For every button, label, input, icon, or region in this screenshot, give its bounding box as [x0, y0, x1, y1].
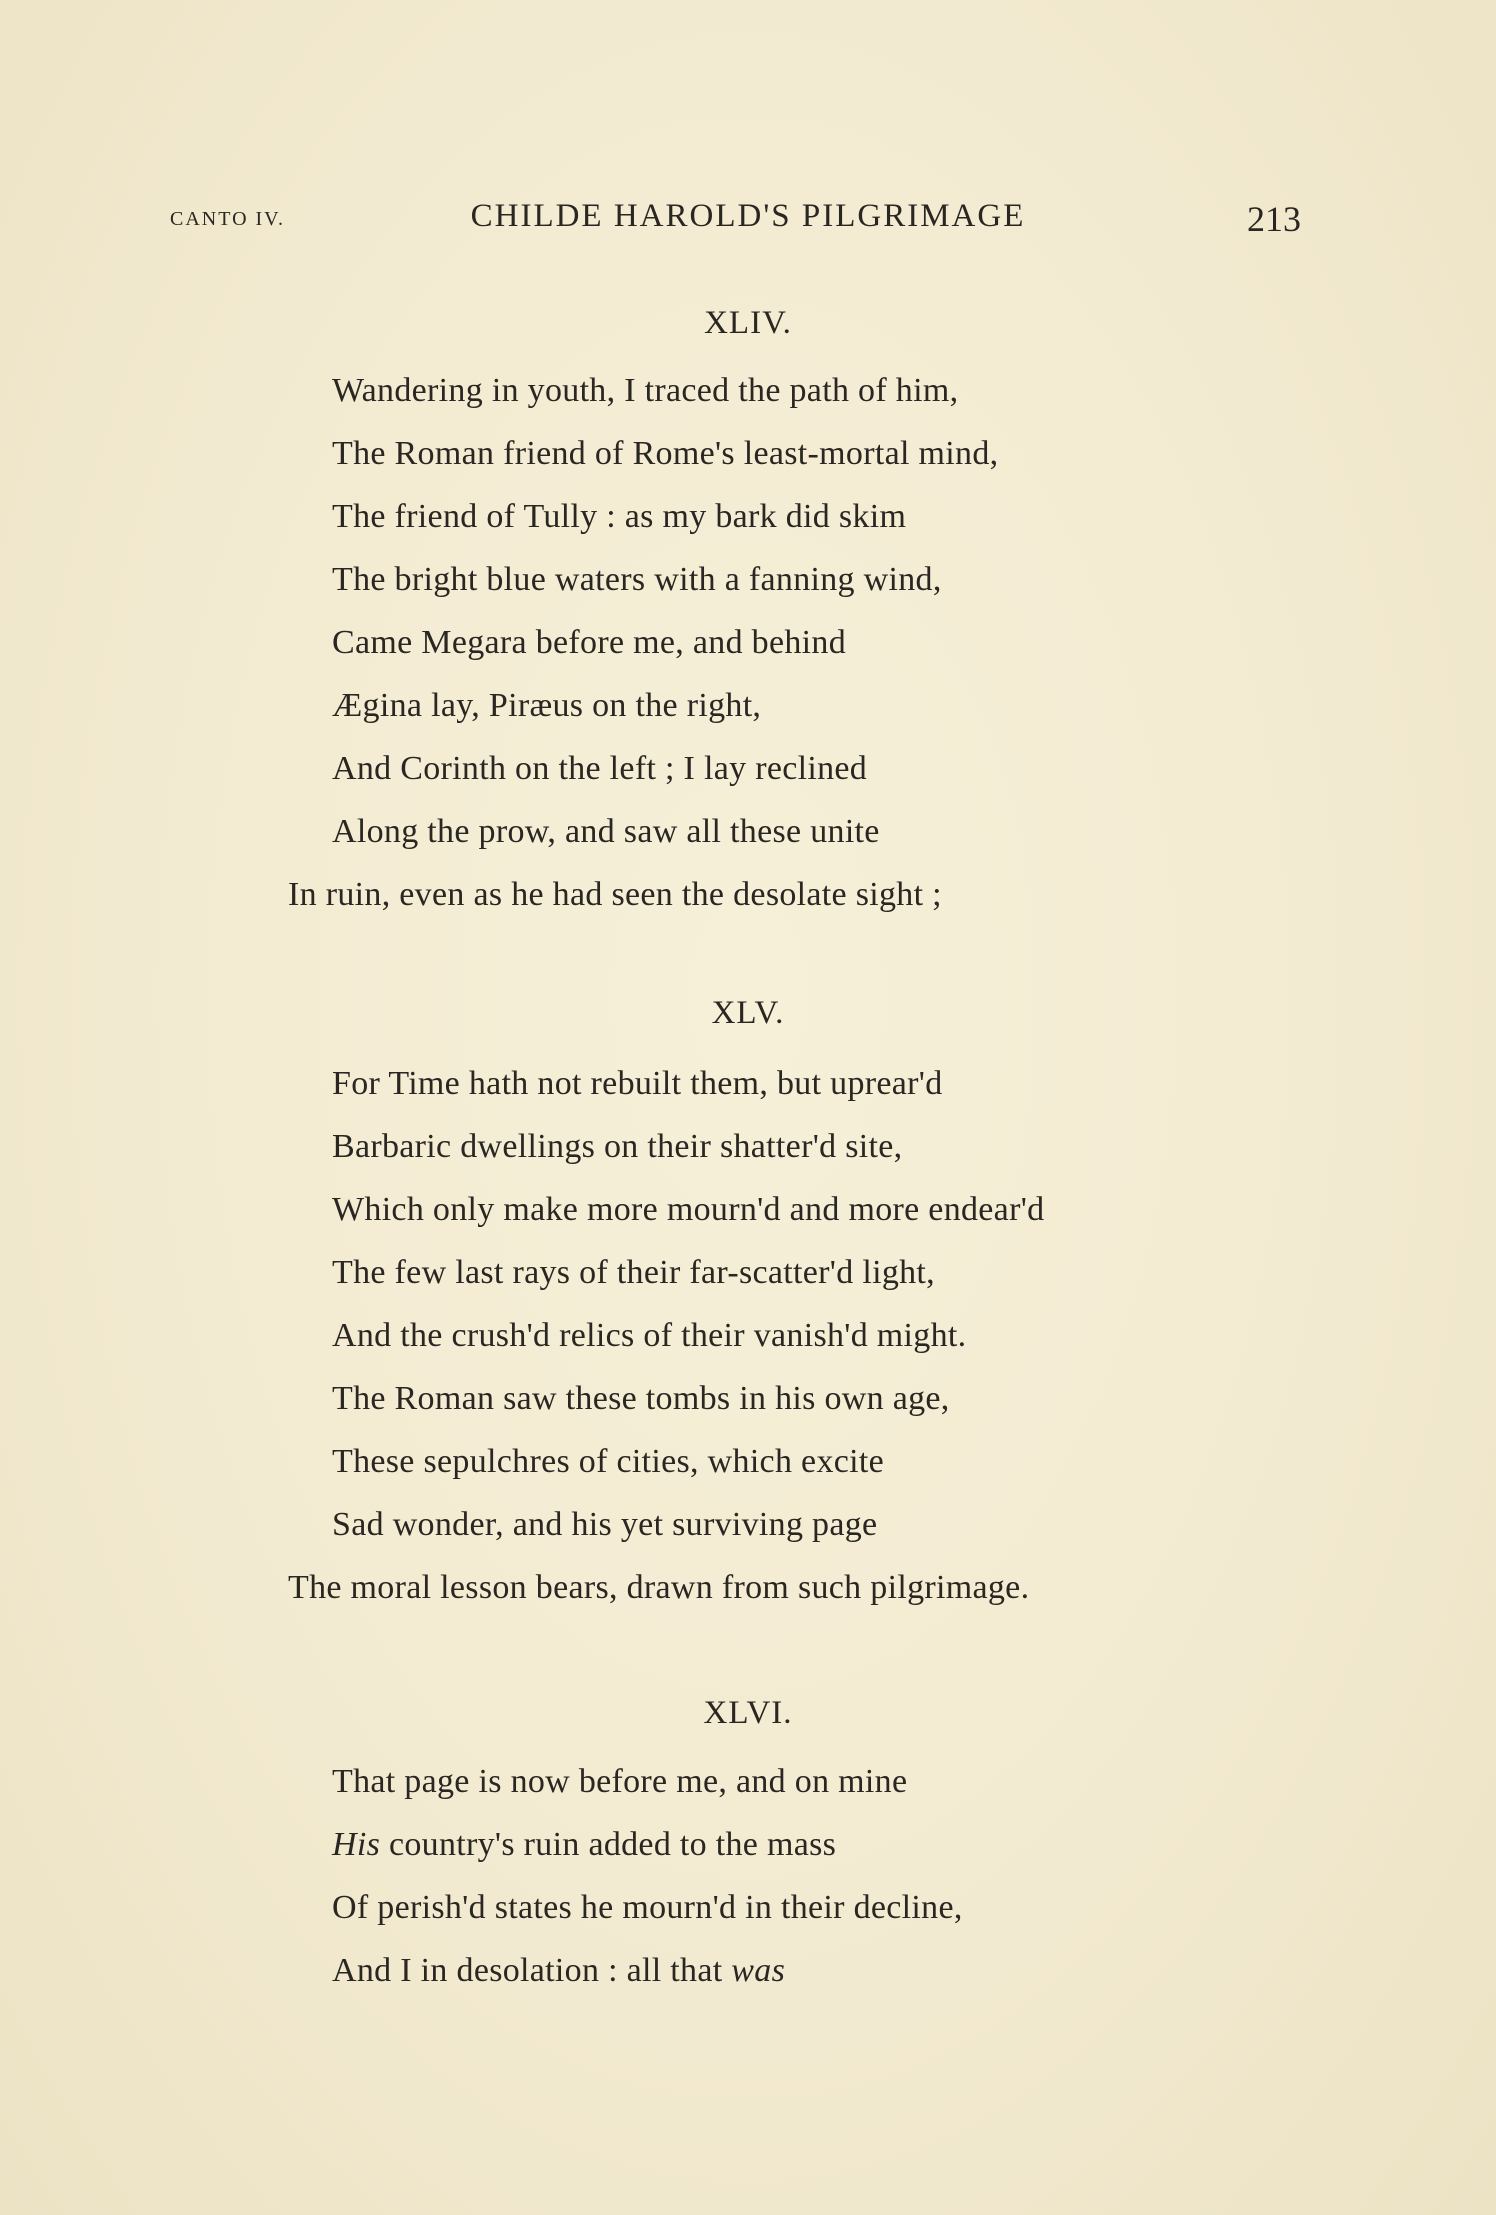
stanza-line: Sad wonder, and his yet surviving page [332, 1506, 878, 1543]
stanza-line [332, 1826, 836, 1864]
stanza-line: Which only make more mourn'd and more endear'd [332, 1191, 1045, 1228]
canto-label: CANTO IV. [170, 208, 286, 230]
line-text: country's ruin added to the mass [388, 1826, 837, 1863]
stanza-line: That page is now before me, and on mine [332, 1763, 908, 1800]
stanza-line: And the crush'd relics of their vanish'd might. [332, 1317, 967, 1354]
stanza-line: Ægina lay, Piræus on the right, [332, 687, 762, 724]
book-title: CHILDE HAROLD'S PILGRIMAGE [470, 198, 1026, 234]
italic-word: His [332, 1826, 381, 1863]
stanza-line: For Time hath not rebuilt them, but uprear'd [332, 1065, 943, 1102]
stanza-line: The friend of Tully : as my bark did skim [332, 498, 907, 535]
stanza-line: And Corinth on the left ; I lay reclined [332, 750, 868, 787]
stanza-number-xlvi: XLVI. [703, 1695, 793, 1731]
stanza-line: The Roman saw these tombs in his own age, [332, 1380, 950, 1417]
italic-word: was [731, 1952, 786, 1989]
stanza-line: Along the prow, and saw all these unite [332, 813, 880, 850]
stanza-number-xliv: XLIV. [704, 305, 792, 341]
stanza-line: Wandering in youth, I traced the path of him, [332, 372, 959, 409]
stanza-line: The Roman friend of Rome's least-mortal mind, [332, 435, 999, 472]
stanza-line: Came Megara before me, and behind [332, 624, 847, 661]
stanza-line: Of perish'd states he mourn'd in their decline, [332, 1889, 963, 1926]
stanza-line [332, 1952, 785, 1990]
stanza-line: In ruin, even as he had seen the desolate sight ; [288, 876, 942, 913]
stanza-number-xlv: XLV. [711, 995, 785, 1031]
page-number: 213 [1247, 199, 1301, 239]
stanza-line: The bright blue waters with a fanning wind, [332, 561, 942, 598]
stanza-line: Barbaric dwellings on their shatter'd site, [332, 1128, 903, 1165]
stanza-line: The moral lesson bears, drawn from such pilgrimage. [288, 1569, 1030, 1606]
stanza-line: These sepulchres of cities, which excite [332, 1443, 885, 1480]
stanza-line: The few last rays of their far-scatter'd light, [332, 1254, 935, 1291]
running-head [0, 198, 1496, 246]
line-text: And I in desolation : all that [332, 1952, 732, 1989]
